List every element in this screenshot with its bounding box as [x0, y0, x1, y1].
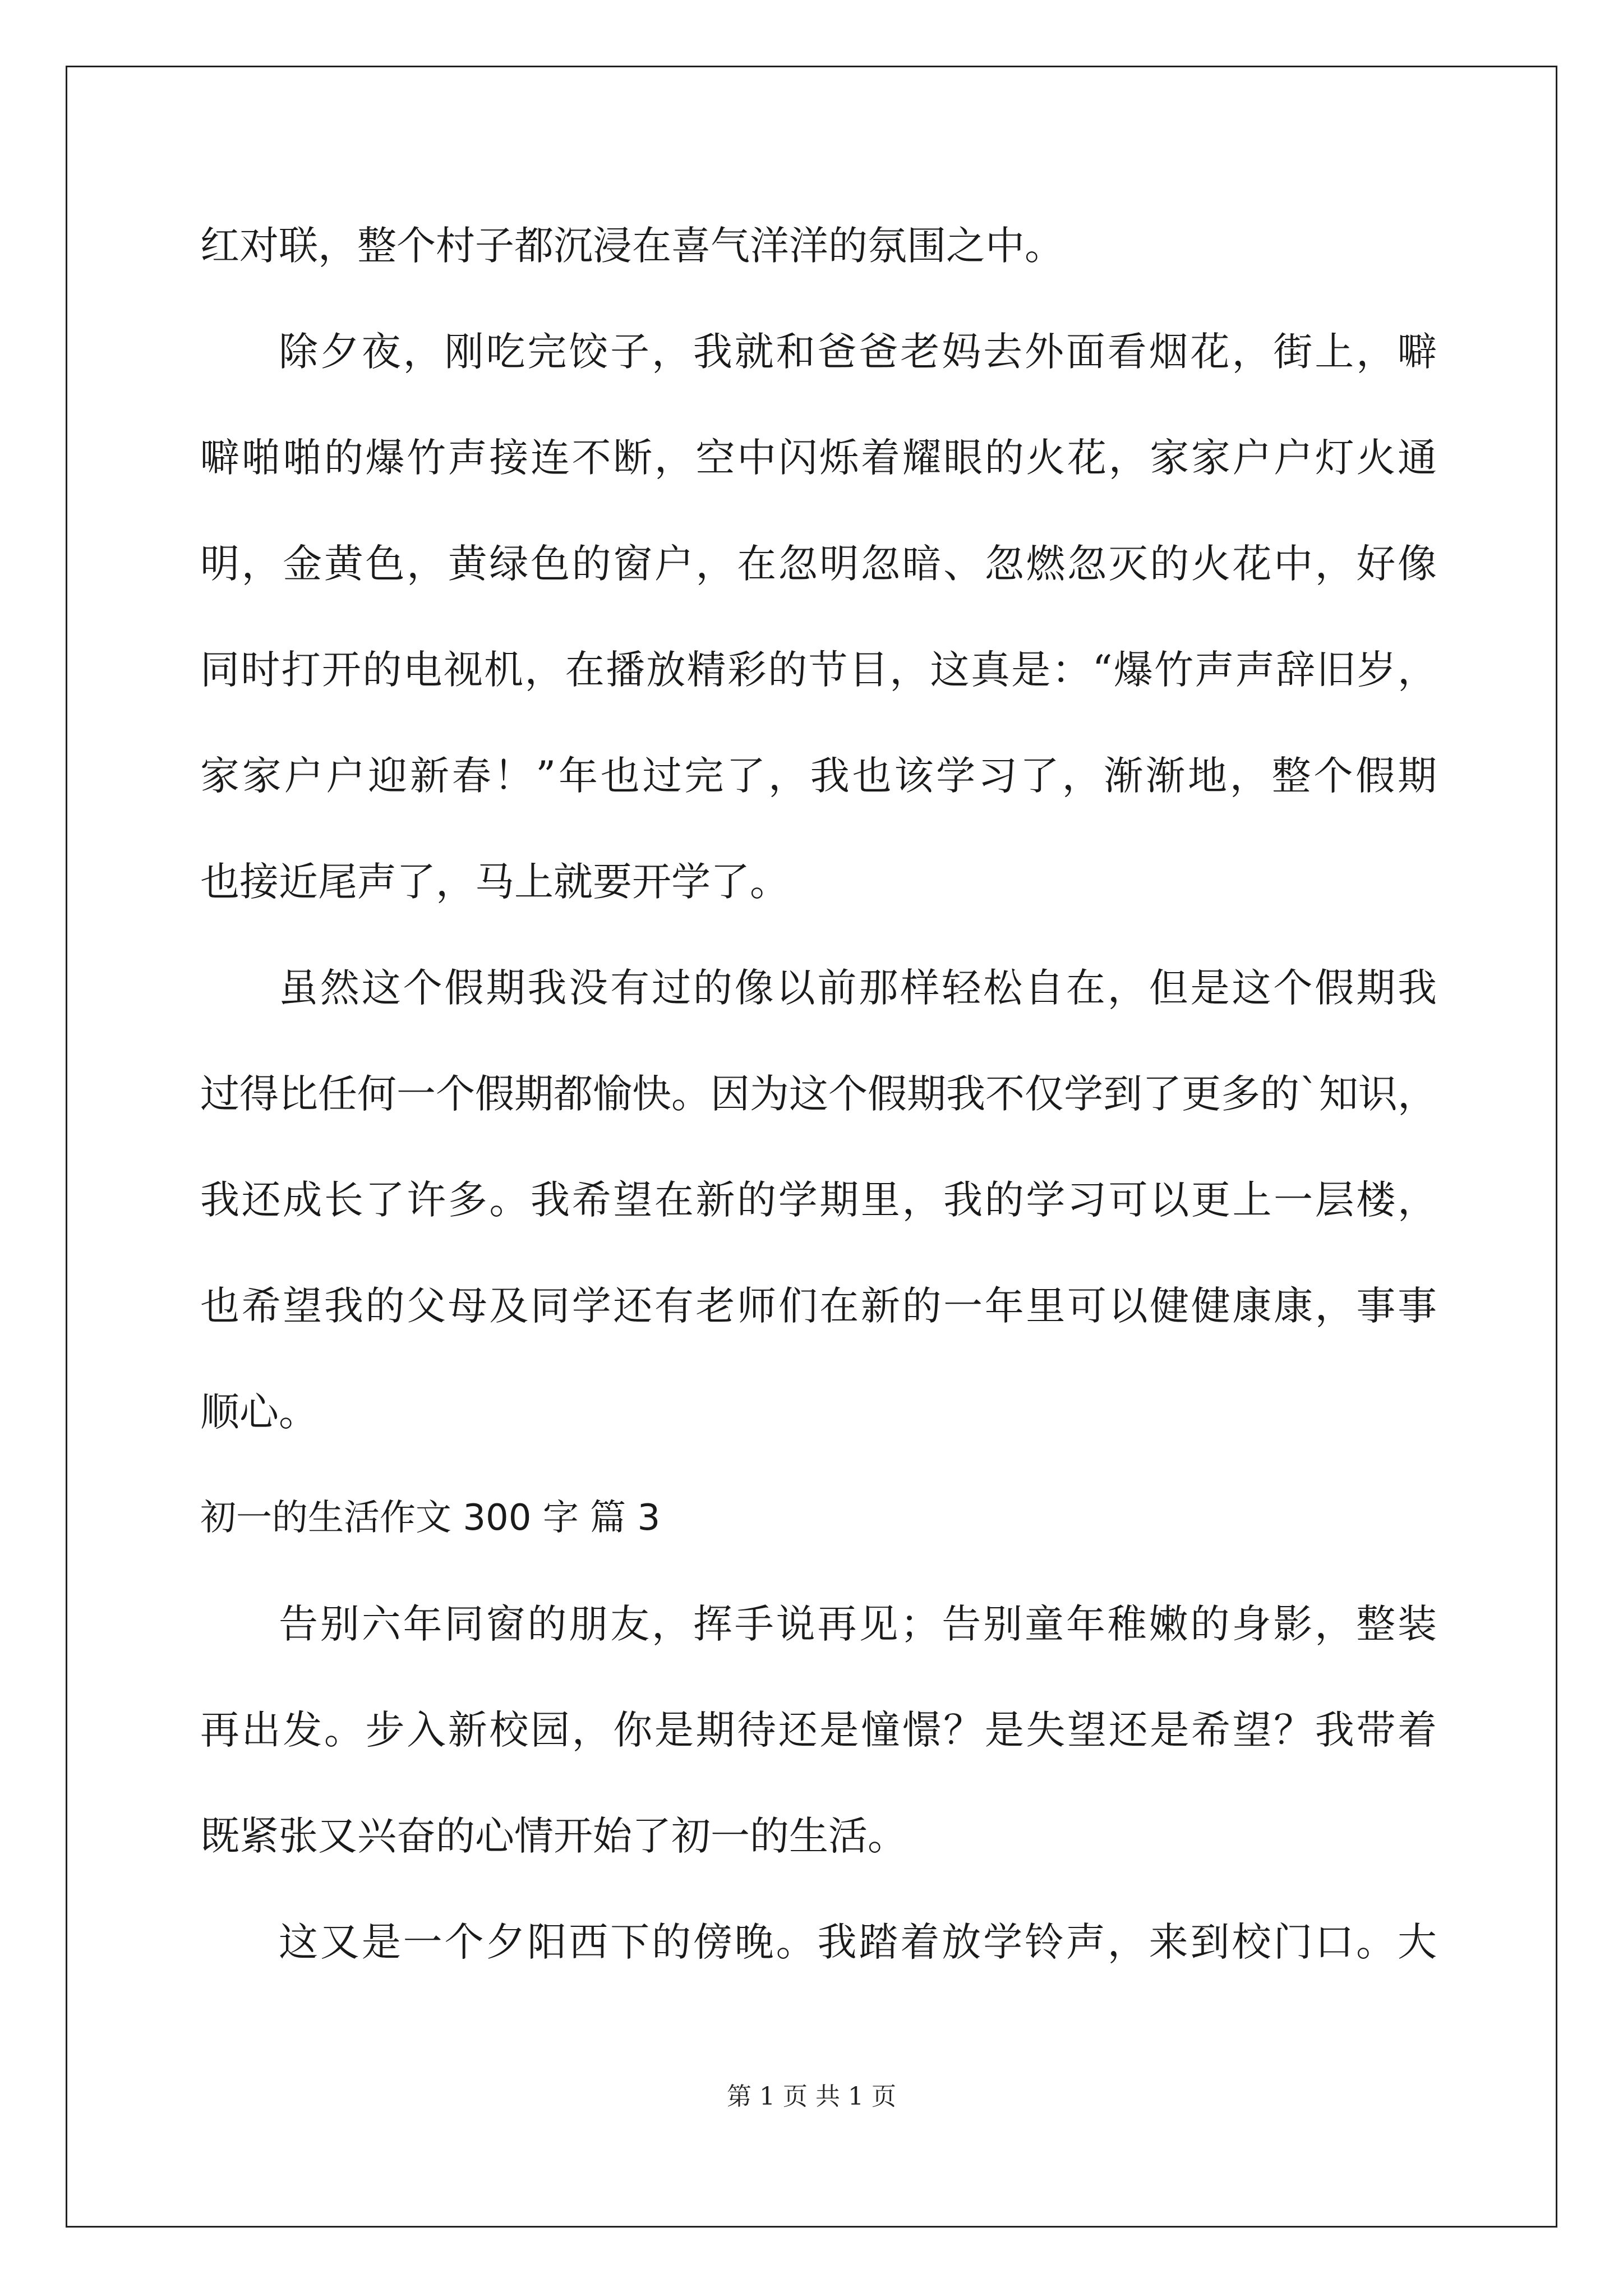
paragraph-line: 我还成长了许多。我希望在新的学期里，我的学习可以更上一层楼， — [200, 1177, 1437, 1223]
paragraph-line: 家家户户迎新春！”年也过完了，我也该学习了，渐渐地，整个假期 — [200, 753, 1437, 799]
document-body — [200, 193, 1437, 1995]
paragraph-line: 也希望我的父母及同学还有老师们在新的一年里可以健健康康，事事 — [200, 1283, 1437, 1329]
paragraph-line: 除夕夜，刚吃完饺子，我就和爸爸老妈去外面看烟花，街上，噼 — [279, 329, 1437, 375]
paragraph-line: 也接近尾声了，马上就要开学了。 — [200, 859, 789, 905]
page-number-footer: 第 1 页 共 1 页 — [727, 2082, 896, 2111]
paragraph-line: 明，金黄色，黄绿色的窗户，在忽明忽暗、忽燃忽灭的火花中，好像 — [200, 541, 1437, 587]
paragraph-line: 这又是一个夕阳西下的傍晚。我踏着放学铃声，来到校门口。大 — [279, 1919, 1437, 1965]
paragraph-line: 再出发。步入新校园，你是期待还是憧憬？是失望还是希望？我带着 — [200, 1707, 1437, 1753]
paragraph-line: 告别六年同窗的朋友，挥手说再见；告别童年稚嫩的身影，整装 — [279, 1601, 1437, 1647]
paragraph-line: 红对联，整个村子都沉浸在喜气洋洋的氛围之中。 — [200, 223, 1064, 269]
paragraph-line: 顺心。 — [200, 1389, 318, 1435]
paragraph-line: 同时打开的电视机，在播放精彩的节目，这真是：“爆竹声声辞旧岁， — [200, 647, 1437, 693]
paragraph-line: 过得比任何一个假期都愉快。因为这个假期我不仅学到了更多的`知识， — [200, 1071, 1437, 1117]
paragraph-line: 虽然这个假期我没有过的像以前那样轻松自在，但是这个假期我 — [279, 965, 1437, 1011]
paragraph-line: 噼啪啪的爆竹声接连不断，空中闪烁着耀眼的火花，家家户户灯火通 — [200, 435, 1437, 481]
section-heading: 初一的生活作文 300 字 篇 3 — [200, 1497, 661, 1539]
paragraph-line: 既紧张又兴奋的心情开始了初一的生活。 — [200, 1813, 907, 1859]
